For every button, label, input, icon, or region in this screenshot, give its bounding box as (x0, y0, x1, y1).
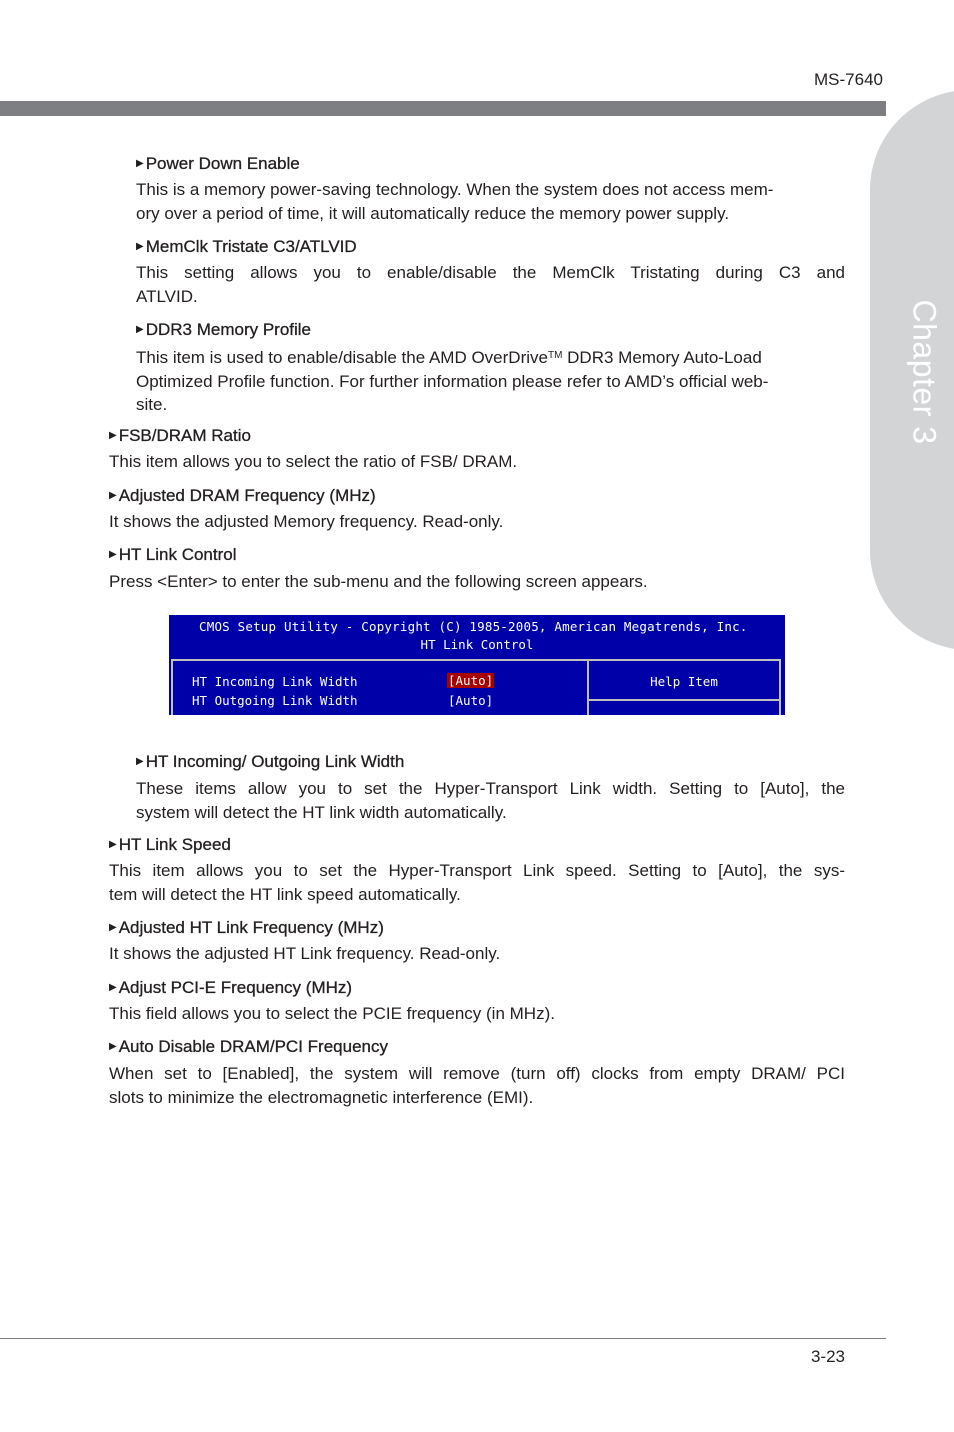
section-text-ht-width: These items allow you to set the Hyper-Transport Link width. Setting to [Auto], the system will detect the HT link width automatically. (136, 779, 845, 822)
section-title-auto-disable: ▶ Auto Disable DRAM/PCI Frequency (109, 1037, 388, 1056)
page-number: 3-23 (810, 1347, 845, 1366)
bios-help-item: Help Item (650, 674, 718, 689)
section-title-ht-width: ▶ HT Incoming/ Outgoing Link Width (136, 752, 405, 771)
section-title-ht-speed: ▶ HT Link Speed (109, 835, 231, 854)
triangle-bullet-icon: ▶ (109, 922, 117, 933)
section-text-ddr3: This item is used to enable/disable the AMD OverDrive™ DDR3 Memory Auto-Load Optimized Profile function. For further information please refer to AMD’s official web- site. (136, 348, 769, 414)
bios-screenshot (169, 615, 785, 715)
triangle-bullet-icon: ▶ (136, 324, 144, 335)
section-text-ht-link-control: Press <Enter> to enter the sub-menu and the following screen appears. (109, 572, 648, 591)
triangle-bullet-icon: ▶ (109, 430, 117, 441)
section-title-ddr3: ▶ DDR3 Memory Profile (136, 320, 312, 339)
section-text-adj-ht: It shows the adjusted HT Link frequency. Read-only. (109, 944, 501, 963)
section-text-adj-dram: It shows the adjusted Memory frequency. Read-only. (109, 512, 504, 531)
bios-help-divider (589, 699, 779, 701)
section-title-ht-link-control: ▶ HT Link Control (109, 545, 237, 564)
bios-row-outgoing-label: HT Outgoing Link Width (192, 693, 358, 708)
section-text-ht-speed: This item allows you to set the Hyper-Transport Link speed. Setting to [Auto], the sys- tem will detect the HT link speed automatically. (109, 861, 845, 904)
bios-title: CMOS Setup Utility - Copyright (C) 1985-2005, American Megatrends, Inc. (199, 619, 748, 634)
bios-row-incoming-label: HT Incoming Link Width (192, 674, 358, 689)
triangle-bullet-icon: ▶ (109, 490, 117, 501)
section-title-power-down: ▶ Power Down Enable (136, 154, 300, 173)
triangle-bullet-icon: ▶ (109, 982, 117, 993)
section-text-fsb: This item allows you to select the ratio of FSB/ DRAM. (109, 452, 518, 471)
section-title-pcie: ▶ Adjust PCI-E Frequency (MHz) (109, 978, 353, 997)
triangle-bullet-icon: ▶ (109, 1041, 117, 1052)
section-title-fsb: ▶ FSB/DRAM Ratio (109, 426, 251, 445)
section-text-power-down: This is a memory power-saving technology. When the system does not access mem- ory over a period of time, it will automatically reduce the memory power supply. (136, 180, 774, 223)
footer-rule (0, 1338, 886, 1339)
section-title-adj-dram: ▶ Adjusted DRAM Frequency (MHz) (109, 486, 376, 505)
section-text-pcie: This field allows you to select the PCIE frequency (in MHz). (109, 1004, 555, 1023)
bios-row-incoming-value[interactable]: [Auto] (448, 673, 494, 688)
section-text-memclk: This setting allows you to enable/disable the MemClk Tristating during C3 and ATLVID. (136, 263, 845, 306)
triangle-bullet-icon: ▶ (136, 756, 144, 767)
triangle-bullet-icon: ▶ (109, 839, 117, 850)
model-number: MS-7640 (814, 70, 883, 89)
section-title-adj-ht: ▶ Adjusted HT Link Frequency (MHz) (109, 918, 384, 937)
bios-row-outgoing-value[interactable]: [Auto] (448, 693, 494, 708)
section-text-auto-disable: When set to [Enabled], the system will remove (turn off) clocks from empty DRAM/ PCI slots to minimize the electromagnetic interference (EMI). (109, 1064, 845, 1107)
triangle-bullet-icon: ▶ (136, 241, 144, 252)
triangle-bullet-icon: ▶ (136, 158, 144, 169)
chapter-label: Chapter 3 (906, 299, 943, 445)
bios-subtitle: HT Link Control (420, 637, 534, 652)
triangle-bullet-icon: ▶ (109, 549, 117, 560)
header-bar (0, 101, 886, 116)
section-title-memclk: ▶ MemClk Tristate C3/ATLVID (136, 237, 357, 256)
